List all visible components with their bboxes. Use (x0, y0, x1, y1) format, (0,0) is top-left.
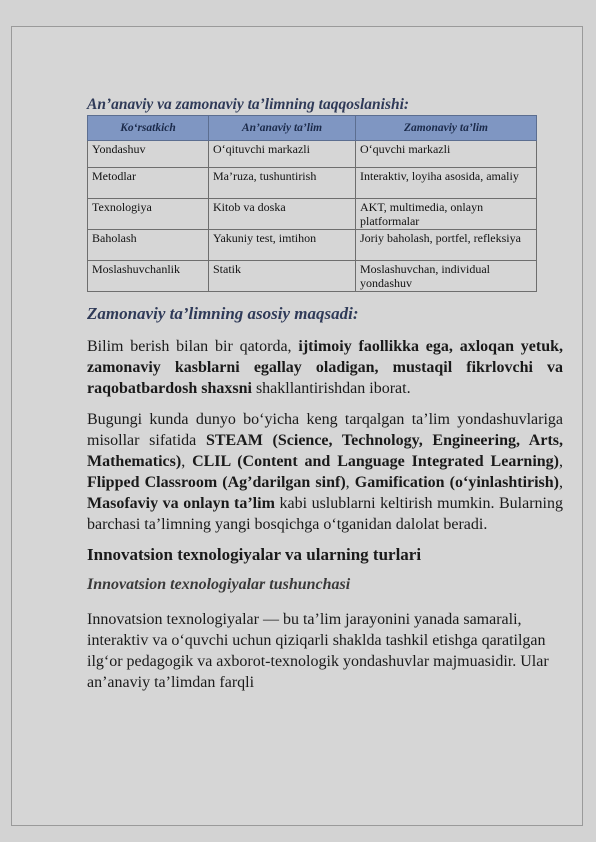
table-row (88, 230, 537, 261)
table-cell: Yakuniy test, imtihon (209, 230, 356, 261)
page-content (87, 95, 563, 693)
table-header-cell: Zamonaviy ta’lim (356, 116, 537, 141)
text-span: , (345, 474, 355, 491)
approaches-paragraph (87, 409, 563, 535)
table-header-row (88, 116, 537, 141)
table-header-cell: An’anaviy ta’lim (209, 116, 356, 141)
table-cell: Moslashuvchan, individual yondashuv (356, 261, 537, 292)
bold-span: Flipped Classroom (Ag’darilgan sinf) (87, 474, 346, 491)
table-cell: Yondashuv (88, 141, 209, 168)
document-page (11, 26, 583, 826)
section-heading: Zamonaviy ta’limning asosiy maqsadi: (87, 304, 359, 323)
text-span: , (181, 453, 193, 470)
text-span: Bugungi kunda dunyo bo‘yicha keng tarqalgan ta’lim yondashuvlariga misollar sifatida (87, 411, 563, 449)
comparison-table (87, 115, 537, 292)
table-cell: Kitob va doska (209, 199, 356, 230)
table-header-cell: Ko‘rsatkich (88, 116, 209, 141)
bold-span: STEAM (Science, Technology, Engineering, Arts, Mathematics) (87, 432, 563, 470)
table-cell: Ma’ruza, tushuntirish (209, 168, 356, 199)
table-cell: Baholash (88, 230, 209, 261)
table-cell: O‘qituvchi markazli (209, 141, 356, 168)
table-cell: Texnologiya (88, 199, 209, 230)
bold-span: Gamification (o‘yinlashtirish) (354, 474, 560, 491)
goal-paragraph (87, 336, 563, 399)
table-row (88, 199, 537, 230)
text-span: shakllantirishdan iborat. (251, 380, 411, 397)
bold-span: CLIL (Content and Language Integrated Learning) (192, 453, 559, 470)
text-span: Bilim berish bilan bir qatorda, (87, 338, 299, 355)
table-row (88, 141, 537, 168)
sub-heading: Innovatsion texnologiyalar tushunchasi (87, 576, 351, 593)
table-cell: O‘quvchi markazli (356, 141, 537, 168)
table-row (88, 168, 537, 199)
bold-span: Masofaviy va onlayn ta’lim (87, 495, 275, 512)
table-heading: An’anaviy va zamonaviy ta’limning taqqoslanishi: (87, 96, 410, 113)
text-span: , (559, 453, 563, 470)
table-cell: Interaktiv, loyiha asosida, amaliy (356, 168, 537, 199)
table-cell: Joriy baholash, portfel, refleksiya (356, 230, 537, 261)
table-cell: Moslashuvchanlik (88, 261, 209, 292)
table-cell: Metodlar (88, 168, 209, 199)
text-span: kabi uslublarni keltirish mumkin. Bularning barchasi ta’limning yangi bosqichga o‘tganidan dalolat beradi. (87, 495, 564, 533)
text-span: , (559, 474, 564, 491)
definition-paragraph: Innovatsion texnologiyalar — bu ta’lim jarayonini yanada samarali, interaktiv va o‘quvchi uchun qiziqarli shaklda tashkil etishga qaratilgan ilg‘or pedagogik va axborot-texnologik yondashuvlar majmuasidir. Ular an’anaviy ta’limdan farqli (87, 611, 549, 691)
table-cell: Statik (209, 261, 356, 292)
table-cell: AKT, multimedia, onlayn platformalar (356, 199, 537, 230)
bold-span: ijtimoiy faollikka ega, axloqan yetuk, zamonaviy kasblarni egallay oladigan, mustaqil fikrlovchi va raqobatbardosh shaxsni (87, 338, 564, 397)
table-row (88, 261, 537, 292)
section-heading: Innovatsion texnologiyalar va ularning turlari (87, 545, 422, 564)
